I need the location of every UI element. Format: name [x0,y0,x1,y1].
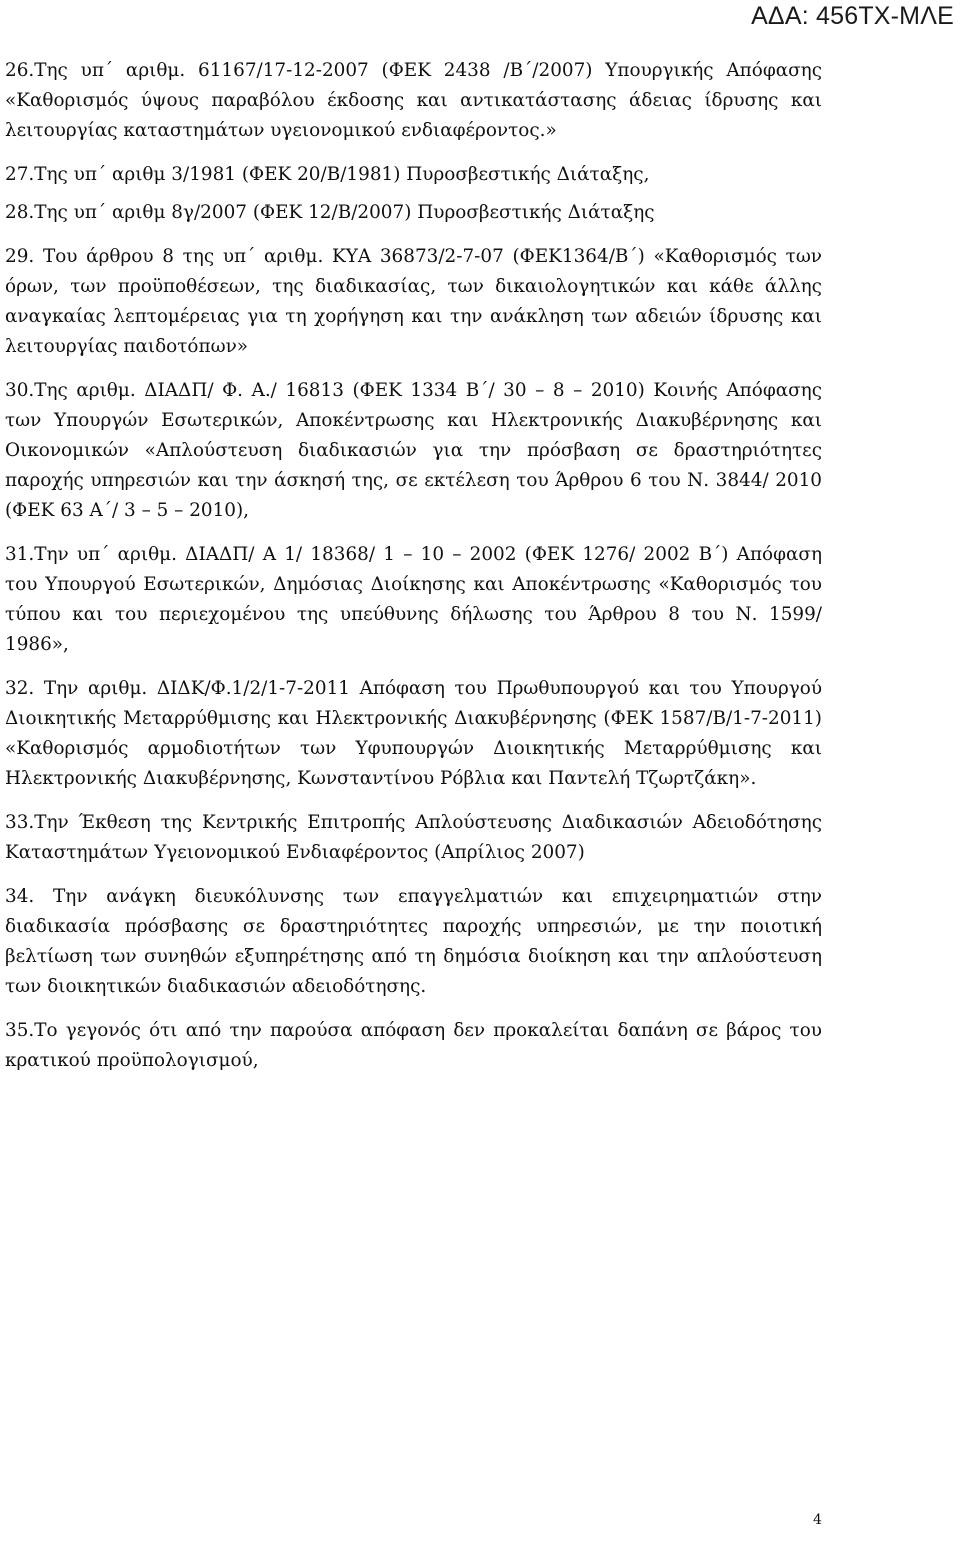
paragraph-31: 31.Την υπ΄ αριθμ. ΔΙΑΔΠ/ Α 1/ 18368/ 1 – 10 – 2002 (ΦΕΚ 1276/ 2002 Β΄) Απόφαση του Υπουργού Εσωτερικών, Δημόσιας Διοίκησης και Αποκέντρωσης «Καθορισμός του τύπου και του περιεχομένου της υπεύθυνης δήλωσης του Άρθρου 8 του Ν. 1599/ 1986», [5,544,822,655]
paragraph-27: 27.Της υπ΄ αριθμ 3/1981 (ΦΕΚ 20/Β/1981) Πυροσβεστικής Διάταξης, [5,164,650,185]
paragraph-32: 32. Την αριθμ. ΔΙΔΚ/Φ.1/2/1-7-2011 Απόφαση του Πρωθυπουργού και του Υπουργού Διοικητικής Μεταρρύθμισης και Ηλεκτρονικής Διακυβέρνησης (ΦΕΚ 1587/Β/1-7-2011) «Καθορισμός αρμοδιοτήτων των Υφυπουργών Διοικητικής Μεταρρύθμισης και Ηλεκτρονικής Διακυβέρνησης, Κωνσταντίνου Ρόβλια και Παντελή Τζωρτζάκη». [5,678,822,789]
paragraph-26: 26.Της υπ΄ αριθμ. 61167/17-12-2007 (ΦΕΚ 2438 /Β΄/2007) Υπουργικής Απόφασης «Καθορισμός ύψους παραβόλου έκδοσης και αντικατάστασης άδειας ίδρυσης και λειτουργίας καταστημάτων υγειονομικού ενδιαφέροντος.» [5,60,822,141]
paragraph-35: 35.Το γεγονός ότι από την παρούσα απόφαση δεν προκαλείται δαπάνη σε βάρος του κρατικού προϋπολογισμού, [5,1020,822,1071]
paragraph-34: 34. Την ανάγκη διευκόλυνσης των επαγγελματιών και επιχειρηματιών στην διαδικασία πρόσβασης σε δραστηριότητες παροχής υπηρεσιών, με την ποιοτική βελτίωση των συνηθών εξυπηρέτησης από τη δημόσια διοίκηση και την απλούστευση των διοικητικών διαδικασιών αδειοδότησης. [5,886,822,997]
paragraph-29: 29. Του άρθρου 8 της υπ΄ αριθμ. ΚΥΑ 36873/2-7-07 (ΦΕΚ1364/Β΄) «Καθορισμός των όρων, των προϋποθέσεων, της διαδικασίας, των δικαιολογητικών και κάθε άλλης αναγκαίας λεπτομέρειας για τη χορήγηση και την ανάκληση των αδειών ίδρυσης και λειτουργίας παιδοτόπων» [5,246,822,357]
paragraph-30: 30.Της αριθμ. ΔΙΑΔΠ/ Φ. Α./ 16813 (ΦΕΚ 1334 Β΄/ 30 – 8 – 2010) Κοινής Απόφασης των Υπουργών Εσωτερικών, Αποκέντρωσης και Ηλεκτρονικής Διακυβέρνησης και Οικονομικών «Απλούστευση διαδικασιών για την πρόσβαση σε δραστηριότητες παροχής υπηρεσιών και την άσκησή της, σε εκτέλεση του Άρθρου 6 του Ν. 3844/ 2010 (ΦΕΚ 63 Α΄/ 3 – 5 – 2010), [5,380,822,521]
paragraph-28: 28.Της υπ΄ αριθμ 8γ/2007 (ΦΕΚ 12/Β/2007) Πυροσβεστικής Διάταξης [5,202,655,223]
document-body [5,56,822,1076]
page-number: 4 [813,1512,822,1528]
paragraph-33: 33.Την Έκθεση της Κεντρικής Επιτροπής Απλούστευσης Διαδικασιών Αδειοδότησης Καταστημάτων Υγειονομικού Ενδιαφέροντος (Απρίλιος 2007) [5,812,822,863]
ada-code: ΑΔΑ: 456ΤΧ-ΜΛΕ [751,2,954,30]
